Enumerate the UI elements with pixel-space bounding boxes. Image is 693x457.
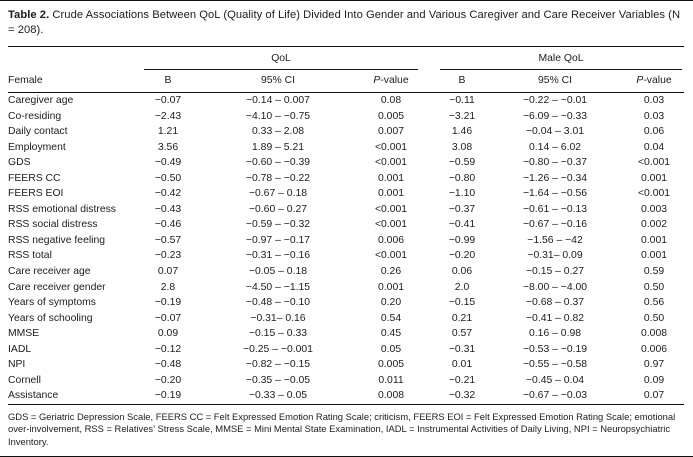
value-cell: 1.46 bbox=[451, 126, 473, 138]
value-cell: 0.01 bbox=[451, 359, 473, 371]
value-cell: 0.21 bbox=[451, 312, 473, 324]
value-cell: −0.46 bbox=[154, 219, 182, 231]
value-cell: <0.001 bbox=[374, 219, 408, 231]
stub-header-female: Female bbox=[8, 70, 142, 93]
value-cell: 0.007 bbox=[378, 126, 405, 138]
value-cell: 0.26 bbox=[380, 266, 402, 278]
table-row bbox=[8, 388, 684, 404]
table-row bbox=[8, 311, 684, 327]
value-cell: −3.21 bbox=[448, 110, 476, 122]
table-row bbox=[8, 264, 684, 280]
value-cell: 0.54 bbox=[380, 312, 402, 324]
value-cell: −4.10 – −0.75 bbox=[245, 110, 311, 122]
value-cell: −0.04 – 3.01 bbox=[525, 126, 585, 138]
value-cell: 0.50 bbox=[643, 281, 665, 293]
value-cell: <0.001 bbox=[374, 250, 408, 262]
table-row bbox=[8, 233, 684, 249]
value-cell: −0.82 – −0.15 bbox=[245, 359, 311, 371]
value-cell: −0.31 – −0.16 bbox=[245, 250, 311, 262]
value-cell: −0.35 – −0.05 bbox=[245, 374, 311, 386]
value-cell: 0.56 bbox=[643, 297, 665, 309]
value-cell: −0.67 – 0.18 bbox=[248, 188, 308, 200]
value-cell: −1.26 – −0.34 bbox=[522, 172, 588, 184]
table-footnote: GDS = Geriatric Depression Scale, FEERS CC = Felt Expressed Emotion Rating Scale; criticism, FEERS EOI = Felt Expressed Emotion Rating Scale; emotional over-involvement, RSS = Relatives’ Stress Scale, MMSE = Mini Mental State Examination, IADL = Instrumental Activities of Daily Living, NPI = Neuropsychiatric Inventory. bbox=[8, 410, 676, 447]
table-row bbox=[8, 248, 684, 264]
table-label: Table 2. bbox=[8, 9, 50, 21]
value-cell: 1.89 – 5.21 bbox=[252, 141, 304, 153]
row-label: Assistance bbox=[8, 390, 59, 402]
value-cell: −2.43 bbox=[154, 110, 182, 122]
value-cell: −0.97 – −0.17 bbox=[245, 234, 311, 246]
value-cell: −0.48 bbox=[154, 359, 182, 371]
value-cell: 0.001 bbox=[378, 188, 405, 200]
value-cell: −0.37 bbox=[448, 203, 476, 215]
value-cell: 0.07 bbox=[157, 266, 179, 278]
value-cell: −0.80 bbox=[448, 172, 476, 184]
group-header-qol: QoL bbox=[144, 52, 418, 70]
value-cell: −0.78 – −0.22 bbox=[245, 172, 311, 184]
value-cell: −0.41 bbox=[448, 219, 476, 231]
row-label: RSS emotional distress bbox=[8, 203, 116, 215]
spacer-cell bbox=[420, 217, 438, 233]
value-cell: 0.002 bbox=[641, 219, 668, 231]
value-cell: −0.42 bbox=[154, 188, 182, 200]
value-cell: 0.006 bbox=[378, 234, 405, 246]
value-cell: −0.49 bbox=[154, 157, 182, 169]
col-header-pvalue-female: P-value bbox=[362, 70, 420, 93]
value-cell: 3.56 bbox=[157, 141, 179, 153]
value-cell: −0.60 – −0.39 bbox=[245, 157, 311, 169]
value-cell: 0.09 bbox=[157, 328, 179, 340]
spacer-cell bbox=[420, 311, 438, 327]
value-cell: −0.19 bbox=[154, 297, 182, 309]
row-label: Care receiver age bbox=[8, 266, 91, 278]
value-cell: −1.56 – −42 bbox=[527, 234, 583, 246]
value-cell: −0.68 – 0.37 bbox=[525, 297, 585, 309]
spacer-cell bbox=[420, 326, 438, 342]
spacer-cell bbox=[420, 47, 438, 71]
row-label: Co-residing bbox=[8, 110, 62, 122]
value-cell: −4.50 – −1.15 bbox=[245, 281, 311, 293]
value-cell: 0.001 bbox=[641, 172, 668, 184]
row-label: Cornell bbox=[8, 374, 41, 386]
value-cell: 2.0 bbox=[454, 281, 470, 293]
value-cell: 0.001 bbox=[378, 281, 405, 293]
col-header-ci-male: 95% CI bbox=[486, 70, 624, 93]
value-cell: −6.09 – −0.33 bbox=[522, 110, 588, 122]
stats-table bbox=[8, 46, 684, 405]
value-cell: 0.97 bbox=[643, 359, 665, 371]
spacer-cell bbox=[420, 93, 438, 109]
spacer-cell bbox=[420, 342, 438, 358]
table-body bbox=[8, 93, 684, 405]
empty-cell bbox=[8, 47, 142, 71]
value-cell: −0.23 bbox=[154, 250, 182, 262]
value-cell: <0.001 bbox=[374, 157, 408, 169]
value-cell: −0.33 – 0.05 bbox=[248, 390, 308, 402]
column-header-row bbox=[8, 70, 684, 93]
spacer-cell bbox=[420, 109, 438, 125]
value-cell: −0.11 bbox=[449, 95, 475, 106]
value-cell: −0.59 bbox=[448, 157, 476, 169]
value-cell: 0.005 bbox=[378, 110, 405, 122]
row-label: Caregiver age bbox=[8, 95, 74, 106]
group-header-male-qol: Male QoL bbox=[440, 52, 682, 70]
row-label: Years of schooling bbox=[8, 312, 93, 324]
value-cell: 0.011 bbox=[378, 374, 404, 386]
value-cell: <0.001 bbox=[374, 203, 408, 215]
row-label: NPI bbox=[8, 359, 26, 371]
spacer-cell bbox=[420, 295, 438, 311]
spacer-cell bbox=[420, 186, 438, 202]
value-cell: −0.43 bbox=[154, 203, 182, 215]
value-cell: 0.006 bbox=[641, 343, 668, 355]
table-row bbox=[8, 186, 684, 202]
value-cell: −0.60 – 0.27 bbox=[248, 203, 308, 215]
value-cell: 0.06 bbox=[451, 266, 473, 278]
value-cell: 0.03 bbox=[643, 95, 665, 106]
table-row bbox=[8, 217, 684, 233]
value-cell: −0.31– 0.16 bbox=[250, 312, 306, 324]
col-header-pvalue-male: P-value bbox=[624, 70, 684, 93]
value-cell: −0.12 bbox=[154, 343, 182, 355]
spacer-cell bbox=[420, 140, 438, 156]
value-cell: −0.80 – −0.37 bbox=[522, 157, 588, 169]
value-cell: 0.07 bbox=[643, 390, 665, 402]
value-cell: −0.57 bbox=[154, 234, 182, 246]
value-cell: −0.20 bbox=[154, 374, 182, 386]
value-cell: −0.05 – 0.18 bbox=[248, 266, 308, 278]
value-cell: 0.04 bbox=[643, 141, 665, 153]
spacer-cell bbox=[420, 171, 438, 187]
value-cell: −0.14 – 0.007 bbox=[246, 95, 310, 106]
value-cell: 0.001 bbox=[641, 234, 668, 246]
group-header-row bbox=[8, 47, 684, 71]
table-row bbox=[8, 140, 684, 156]
table-row bbox=[8, 93, 684, 109]
value-cell: <0.001 bbox=[374, 141, 408, 153]
value-cell: 0.05 bbox=[380, 343, 402, 355]
table-row bbox=[8, 295, 684, 311]
group-header-male-qol-cell bbox=[438, 47, 684, 71]
value-cell: 0.33 – 2.08 bbox=[252, 126, 304, 138]
value-cell: <0.001 bbox=[637, 157, 671, 169]
value-cell: 0.08 bbox=[380, 95, 402, 106]
row-label: RSS social distress bbox=[8, 219, 98, 231]
value-cell: 0.16 – 0.98 bbox=[529, 328, 582, 340]
row-label: RSS negative feeling bbox=[8, 234, 106, 246]
value-cell: 0.20 bbox=[380, 297, 402, 309]
row-label: IADL bbox=[8, 343, 32, 355]
value-cell: 0.008 bbox=[641, 328, 668, 340]
row-label: RSS total bbox=[8, 250, 52, 262]
value-cell: −0.19 bbox=[154, 390, 182, 402]
row-label: GDS bbox=[8, 157, 31, 169]
spacer-cell bbox=[420, 155, 438, 171]
spacer-cell bbox=[420, 357, 438, 373]
value-cell: 0.59 bbox=[643, 266, 665, 278]
value-cell: 0.57 bbox=[451, 328, 473, 340]
value-cell: −0.59 – −0.32 bbox=[245, 219, 311, 231]
value-cell: −1.64 – −0.56 bbox=[522, 188, 588, 200]
value-cell: <0.001 bbox=[637, 188, 671, 200]
value-cell: −0.99 bbox=[448, 234, 476, 246]
value-cell: −0.31– 0.09 bbox=[527, 250, 583, 262]
value-cell: −0.21 bbox=[448, 374, 476, 386]
table-row bbox=[8, 155, 684, 171]
value-cell: 0.005 bbox=[378, 359, 405, 371]
value-cell: −0.07 bbox=[154, 95, 182, 106]
spacer-cell bbox=[420, 373, 438, 389]
value-cell: 1.21 bbox=[157, 126, 179, 138]
group-header-qol-cell bbox=[142, 47, 420, 71]
value-cell: 0.45 bbox=[380, 328, 402, 340]
table-row bbox=[8, 202, 684, 218]
value-cell: 0.003 bbox=[641, 203, 668, 215]
value-cell: −0.15 – 0.33 bbox=[248, 328, 308, 340]
value-cell: −0.32 bbox=[448, 390, 476, 402]
table-row bbox=[8, 171, 684, 187]
value-cell: −0.31 bbox=[448, 343, 476, 355]
value-cell: −0.61 – −0.13 bbox=[522, 203, 588, 215]
value-cell: 2.8 bbox=[160, 281, 176, 293]
value-cell: −0.22 – −0.01 bbox=[522, 95, 588, 106]
value-cell: 3.08 bbox=[451, 141, 473, 153]
spacer-cell bbox=[420, 124, 438, 140]
row-label: Daily contact bbox=[8, 126, 68, 138]
value-cell: −0.15 – 0.27 bbox=[525, 266, 585, 278]
value-cell: −8.00 – −4.00 bbox=[522, 281, 588, 293]
value-cell: −0.25 – −0.001 bbox=[243, 343, 313, 355]
value-cell: −0.55 – −0.58 bbox=[522, 359, 588, 371]
table-row bbox=[8, 326, 684, 342]
value-cell: −0.53 – −0.19 bbox=[522, 343, 588, 355]
col-header-b-male: B bbox=[438, 70, 486, 93]
row-label: MMSE bbox=[8, 328, 40, 340]
value-cell: −0.67 – −0.03 bbox=[522, 390, 588, 402]
value-cell: 0.09 bbox=[643, 374, 665, 386]
row-label: FEERS EOI bbox=[8, 188, 64, 200]
row-label: FEERS CC bbox=[8, 172, 61, 184]
row-label: Years of symptoms bbox=[8, 297, 96, 309]
table-row bbox=[8, 124, 684, 140]
value-cell: −0.20 bbox=[448, 250, 476, 262]
table-row bbox=[8, 342, 684, 358]
value-cell: −0.07 bbox=[154, 312, 182, 324]
value-cell: −0.50 bbox=[154, 172, 182, 184]
value-cell: 0.50 bbox=[643, 312, 665, 324]
col-header-b-female: B bbox=[142, 70, 194, 93]
row-label: Employment bbox=[8, 141, 66, 153]
spacer-cell bbox=[420, 233, 438, 249]
table-row bbox=[8, 357, 684, 373]
value-cell: −0.41 – 0.82 bbox=[525, 312, 585, 324]
value-cell: 0.03 bbox=[643, 110, 665, 122]
spacer-cell bbox=[420, 70, 438, 93]
table-caption bbox=[8, 8, 684, 37]
table-row bbox=[8, 109, 684, 125]
value-cell: 0.008 bbox=[378, 390, 405, 402]
col-header-ci-female: 95% CI bbox=[194, 70, 362, 93]
spacer-cell bbox=[420, 264, 438, 280]
spacer-cell bbox=[420, 388, 438, 404]
value-cell: −0.67 – −0.16 bbox=[522, 219, 588, 231]
value-cell: −1.10 bbox=[448, 188, 476, 200]
table-title: Crude Associations Between QoL (Quality of Life) Divided Into Gender and Various Caregiver and Care Receiver Variables (N = 208). bbox=[8, 9, 681, 36]
row-label: Care receiver gender bbox=[8, 281, 106, 293]
value-cell: 0.001 bbox=[378, 172, 405, 184]
value-cell: −0.48 – −0.10 bbox=[245, 297, 311, 309]
spacer-cell bbox=[420, 280, 438, 296]
value-cell: 0.06 bbox=[643, 126, 665, 138]
value-cell: 0.14 – 6.02 bbox=[529, 141, 582, 153]
table-row bbox=[8, 280, 684, 296]
value-cell: 0.001 bbox=[641, 250, 668, 262]
value-cell: −0.45 – 0.04 bbox=[525, 374, 585, 386]
spacer-cell bbox=[420, 202, 438, 218]
spacer-cell bbox=[420, 248, 438, 264]
table-row bbox=[8, 373, 684, 389]
value-cell: −0.15 bbox=[448, 297, 476, 309]
